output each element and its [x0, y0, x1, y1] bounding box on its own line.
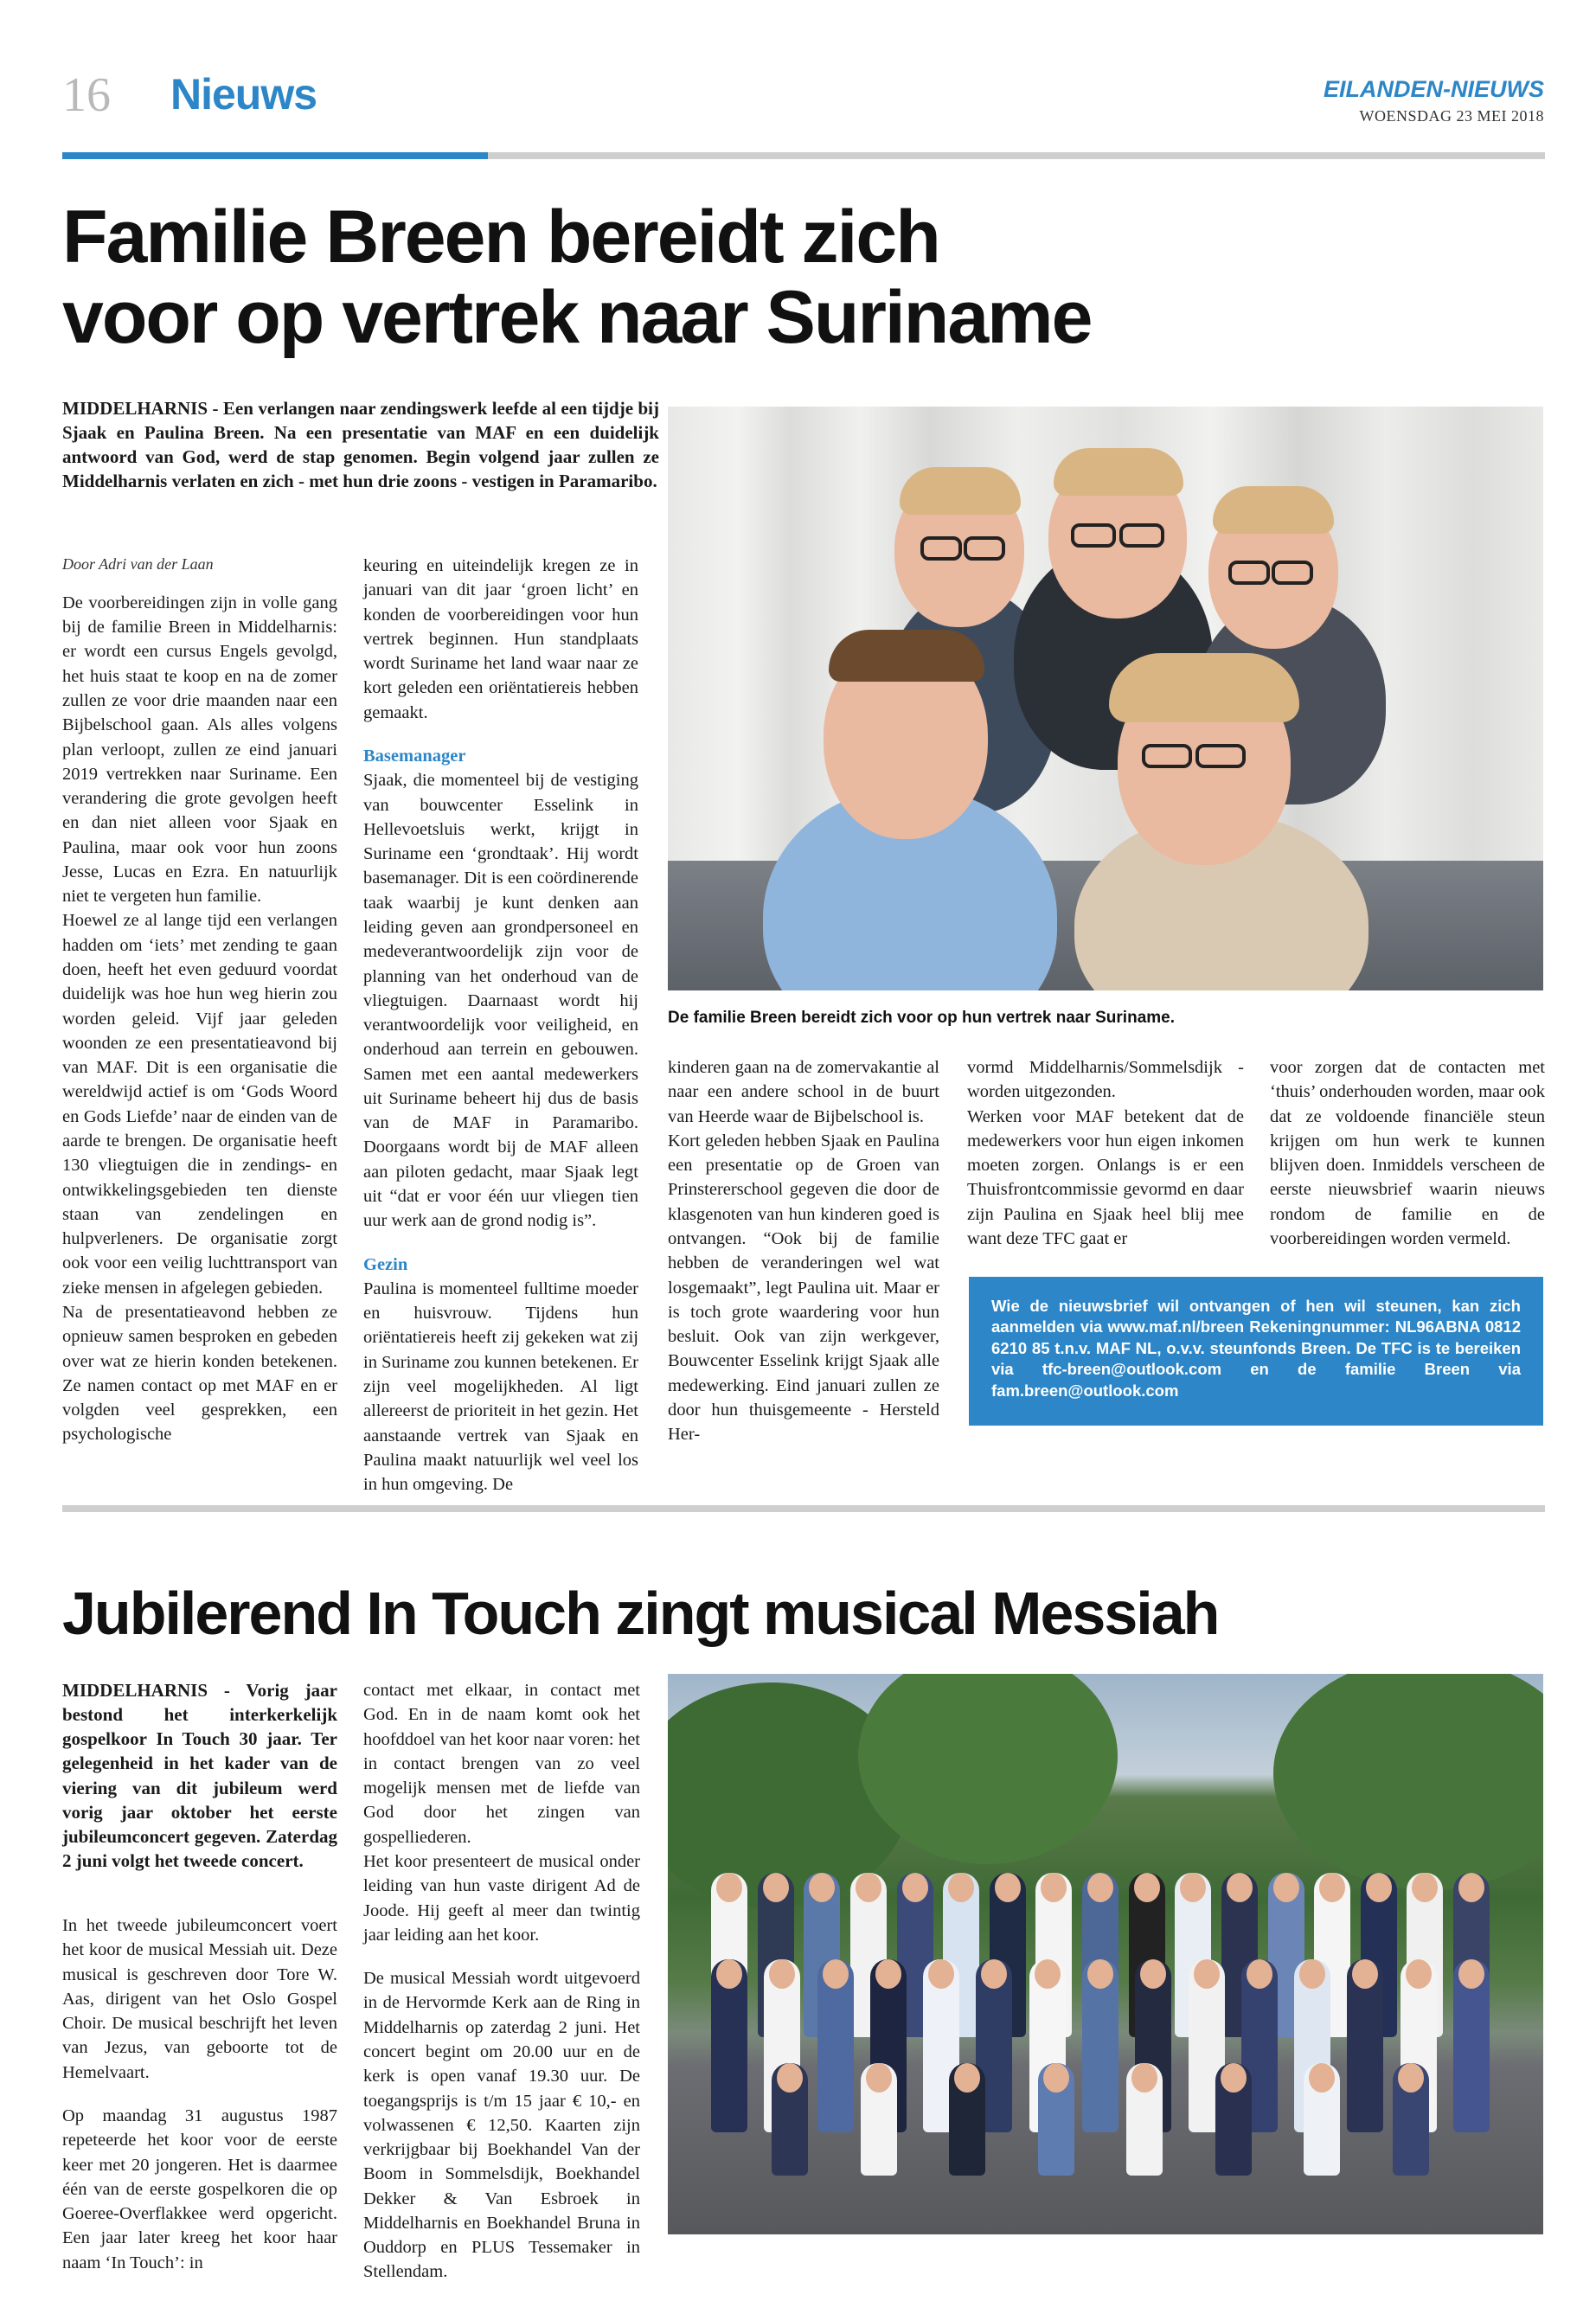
article2-column-2: [363, 1678, 640, 2285]
article1-column-1: [62, 554, 337, 1447]
article1-lead: MIDDELHARNIS - Een verlangen naar zendingswerk leefde al een tijdje bij Sjaak en Paulina Breen. Na een presentatie van MAF en een duidelijk antwoord van God, werd de stap genomen. Begin volgend jaar zullen ze Middelharnis verlaten en zich - met hun drie zoons - vestigen in Paramaribo.: [62, 398, 659, 492]
article1-column-4: [967, 1055, 1244, 1251]
article1-headline-line1: Familie Breen bereidt zich: [62, 195, 939, 279]
page-number: 16: [62, 68, 111, 122]
paragraph: In het tweede jubileumconcert voert het koor de musical Messiah uit. Deze musical is geschreven door Tore W. Aas, dirigent van het Oslo Gospel Choir. De musical beschrijft het leven van Jezus, van geboorte tot de Hemelvaart.: [62, 1916, 337, 2082]
choir-photo: [668, 1674, 1543, 2234]
article2-column-1: [62, 1913, 337, 2275]
paragraph: De musical Messiah wordt uitgevoerd in de Hervormde Kerk aan de Ring in Middelharnis op zaterdag 2 juni. Het concert begint om 20.00 uur en de kerk is open vanaf 19.30 uur. De toegangsprijs is t/m 15 jaar € 10,- en volwassenen € 12,50. Kaarten zijn verkrijgbaar bij Boekhandel Van der Boom in Sommelsdijk, Boekhandel Dekker & Van Esbroek in Middelharnis en Boekhandel Bruna in Ouddorp en PLUS Tessemaker in Stellendam.: [363, 1969, 640, 2282]
issue-date: WOENSDAG 23 MEI 2018: [1359, 107, 1544, 125]
paragraph: Kort geleden hebben Sjaak en Paulina een presentatie op de Groen van Prinstererschool gegeven die door de klasgenoten van hun kinderen goed is ontvangen. “Ook bij de familie hebben de veranderingen wel wat losgemaakt”, legt Paulina uit. Maar er is toch grote waardering voor hun besluit. Ook van zijn werkgever, Bouwcenter Esselink krijgt Sjaak alle medewerking. Eind januari zullen ze door hun thuisgemeente - Hersteld Her-: [668, 1131, 939, 1445]
paragraph: voor zorgen dat de contacten met ‘thuis’ onderhouden worden, maar ook dat ze voldoende financiële steun krijgen om hun werk te kunnen blijven doen. Inmiddels verscheen de eerste nieuwsbrief waarin nieuws rondom de familie en de voorbereidingen worden vermeld.: [1270, 1058, 1545, 1248]
header-rule-accent: [62, 152, 488, 159]
paragraph: Hoewel ze al lange tijd een verlangen hadden om ‘iets’ met zending te gaan doen, heeft het even geduurd voordat duidelijk was hoe hun weg hierin zou worden geleid. Vijf jaar geleden woonden ze een presentatieavond bij van MAF. Dit is een organisatie die wereldwijd actief is om ‘Gods Woord en Gods Liefde’ naar de einden van de aarde te brengen. De organisatie heeft 130 vliegtuigen die in zendings- en ontwikkelingsgebieden ten dienste staan van zendelingen en hulpverleners. De organisatie zorgt ook voor een veilig luchttransport van zieke mensen in afgelegen gebieden.: [62, 911, 337, 1298]
subhead-gezin: Gezin: [363, 1254, 408, 1274]
article1-column-2: [363, 554, 638, 1497]
paragraph: Werken voor MAF betekent dat de medewerkers voor hun eigen inkomen moeten zorgen. Onlangs is er een Thuisfrontcommissie gevormd en daar zijn Paulina en Sjaak heel blij mee want deze TFC gaat er: [967, 1106, 1244, 1248]
paragraph: Op maandag 31 augustus 1987 repeteerde het koor voor de eerste keer met 20 jongeren. Het is daarmee één van de eerste gospelkoren die op Goeree-Overflakkee werd opgericht. Een jaar later kreeg het koor haar naam ‘In Touch’: in: [62, 2106, 337, 2272]
family-photo-caption: De familie Breen bereidt zich voor op hun vertrek naar Suriname.: [668, 1009, 1176, 1027]
subhead-basemanager: Basemanager: [363, 746, 466, 766]
paragraph: vormd Middelharnis/Sommelsdijk - worden uitgezonden.: [967, 1058, 1244, 1102]
paragraph: De voorbereidingen zijn in volle gang bij de familie Breen in Middelharnis: er wordt een cursus Engels gevolgd, het huis staat te koop en na de zomer zullen ze voor drie maanden naar een Bijbelschool gaan. Als alles volgens plan verloopt, zullen ze eind januari 2019 vertrekken naar Suriname. Een verandering die grote gevolgen heeft en dan niet alleen voor Sjaak en Paulina, maar ook voor hun zoons Jesse, Lucas en Ezra. En natuurlijk niet te vergeten hun familie.: [62, 593, 337, 907]
article1-headline-line2: voor op vertrek naar Suriname: [62, 275, 1092, 359]
article-divider: [62, 1505, 1545, 1512]
article2-lead: MIDDELHARNIS - Vorig jaar bestond het interkerkelijk gospelkoor In Touch 30 jaar. Ter gelegenheid in het kader van de viering van dit jubileum werd vorig jaar oktober het eerste jubileumconcert gegeven. Zaterdag 2 juni volgt het tweede concert.: [62, 1680, 337, 1871]
paragraph: Na de presentatieavond hebben ze opnieuw samen besproken en gebeden over wat ze hierin konden betekenen. Ze namen contact op met MAF en er volgden veel gesprekken, een psychologische: [62, 1302, 337, 1445]
family-photo: [668, 407, 1543, 990]
paragraph: keuring en uiteindelijk kregen ze in januari van dit jaar ‘groen licht’ en konden de voorbereidingen voor hun vertrek beginnen. Hun standplaats wordt Suriname het land waar naar ze kort geleden een oriëntatiereis hebben gemaakt.: [363, 556, 638, 722]
article1-column-3: [668, 1055, 939, 1447]
article2-headline: Jubilerend In Touch zingt musical Messiah: [62, 1580, 1219, 1647]
newspaper-logo: EILANDEN-NIEUWS: [1324, 76, 1544, 102]
support-infobox: Wie de nieuwsbrief wil ontvangen of hen wil steunen, kan zich aanmelden via www.maf.nl/breen Rekeningnummer: NL96ABNA 0812 6210 85 t.n.v. MAF NL, o.v.v. steunfonds Breen. De TFC is te bereiken via tfc-breen@outlook.com en de familie Breen via fam.breen@outlook.com: [969, 1277, 1543, 1426]
paragraph: kinderen gaan na de zomervakantie al naar een andere school in de buurt van Heerde waar de Bijbelschool is.: [668, 1058, 939, 1126]
article1-byline: Door Adri van der Laan: [62, 555, 214, 573]
article1-headline: [62, 197, 1187, 358]
paragraph: Sjaak, die momenteel bij de vestiging van bouwcenter Esselink in Hellevoetsluis werkt, krijgt in Suriname een ‘grondtaak’. Hij wordt basemanager. Dit is een coördinerende taak waarbij je kunt denken aan leiding geven aan grondpersoneel en medeverantwoordelijk zijn voor de planning van het onderhoud van de vliegtuigen. Daarnaast wordt hij verantwoordelijk voor veiligheid, en onderhoud aan terrein en gebouwen. Samen met een aantal medewerkers uit Suriname beheert hij dus de basis van de MAF in Paramaribo. Doorgaans wordt bij de MAF alleen aan piloten gedacht, maar Sjaak legt uit “dat er voor één uur vliegen tien uur werk aan de grond nodig is”.: [363, 771, 638, 1231]
paragraph: contact met elkaar, in contact met God. En in de naam komt ook het hoofddoel van het koor naar voren: het in contact brengen van zo veel mogelijk mensen met de liefde van God door het zingen van gospelliederen.: [363, 1681, 640, 1847]
section-title: Nieuws: [170, 70, 317, 119]
paragraph: Paulina is momenteel fulltime moeder en huisvrouw. Tijdens hun oriëntatiereis heeft zij gekeken wat zij in Suriname zou kunnen betekenen. Er zijn veel mogelijkheden. Al ligt allereerst de prioriteit in het gezin. Het aanstaande vertrek van Sjaak en Paulina maakt natuurlijk wel veel los in hun omgeving. De: [363, 1279, 638, 1495]
article1-column-5: [1270, 1055, 1545, 1251]
paragraph: Het koor presenteert de musical onder leiding van hun vaste dirigent Ad de Joode. Hij geeft al meer dan twintig jaar leiding aan het koor.: [363, 1851, 640, 1945]
